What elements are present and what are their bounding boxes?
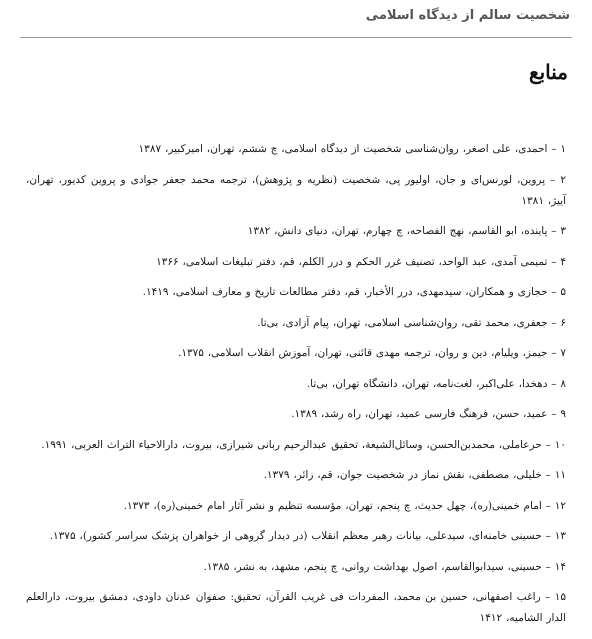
reference-item: ۸ – دهخدا، علی‌اکبر، لغت‌نامه، تهران، دانشگاه تهران، بی‌تا.	[306, 377, 566, 390]
reference-item: ۱۲ – امام خمینی(ره)، چهل حدیث، چ پنجم، تهران، مؤسسه تنظیم و نشر آثار امام خمینی(ره)، ۱۳۷۳.	[123, 499, 566, 512]
reference-item: ۱۳ – حسینی خامنه‌ای، سیدعلی، بیانات رهبر معظم انقلاب (در دیدار گروهی از خواهران پزشک سراسر کشور)، ۱۳۷۵.	[49, 530, 566, 542]
reference-item: ۵ – حجازی و همکاران، سیدمهدی، درر الأخبار، قم، دفتر مطالعات تاریخ و معارف اسلامی، ۱۴۱۹.	[142, 286, 566, 298]
reference-item: ۳ – پاینده، ابو القاسم، نهج الفصاحه، چ چهارم، تهران، دنیای دانش، ۱۳۸۲	[247, 225, 566, 237]
running-header-title: شخصیت سالم از دیدگاه اسلامی	[365, 8, 570, 23]
reference-item: ۱ – احمدی، علی اصغر، روان‌شناسی شخصیت از دیدگاه اسلامی، چ ششم، تهران، امیرکبیر، ۱۳۸۷	[138, 143, 566, 155]
reference-item: ۹ – عمید، حسن، فرهنگ فارسی عمید، تهران، راه رشد، ۱۳۸۹.	[291, 408, 566, 420]
reference-item: ۷ – جیمز، ویلیام، دین و روان، ترجمه مهدی قائنی، تهران، آموزش انقلاب اسلامی، ۱۳۷۵.	[177, 347, 566, 359]
reference-item: ۴ – تمیمی آمدی، عبد الواحد، تصنیف غرر الحکم و درر الکلم، قم، دفتر تبلیغات اسلامی، ۱۳۶۶	[156, 255, 566, 268]
reference-item: ۲ – پروین، لورنس‌ای و جان، اولیور پی، شخصیت (نظریه و پژوهش)، ترجمه محمد جعفر جوادی و پروین کدیور، تهران، آییژ، ۱۳۸۱	[26, 173, 566, 207]
reference-item: ۱۵ – راغب اصفهانی، حسین بن محمد، المفردات فی غریب القرآن، تحقیق: صفوان عدنان داودی، دمشق بیروت، دارالعلم الدار الشامیه، ۱۴۱۲	[26, 591, 566, 624]
section-title: منابع	[528, 60, 568, 84]
header-divider	[20, 37, 572, 38]
reference-item: ۱۴ – حسینی، سیدابوالقاسم، اصول بهداشت روانی، چ پنجم، مشهد، به نشر، ۱۳۸۵.	[203, 560, 566, 573]
reference-list	[26, 139, 566, 639]
reference-item: ۱۱ – خلیلی، مصطفی، نقش نماز در شخصیت جوان، قم، زائر، ۱۳۷۹.	[263, 469, 566, 481]
reference-item: ۱۰ – حرعاملی، محمدبن‌الحسن، وسائل‌الشیعة، تحقیق عبدالرحیم ربانی شیرازی، بیروت، دارالاحیاء التراث العربی، ۱۹۹۱.	[41, 438, 566, 451]
reference-item: ۶ – جعفری، محمد تقی، روان‌شناسی اسلامی، تهران، پیام آزادی، بی‌تا.	[257, 316, 566, 329]
